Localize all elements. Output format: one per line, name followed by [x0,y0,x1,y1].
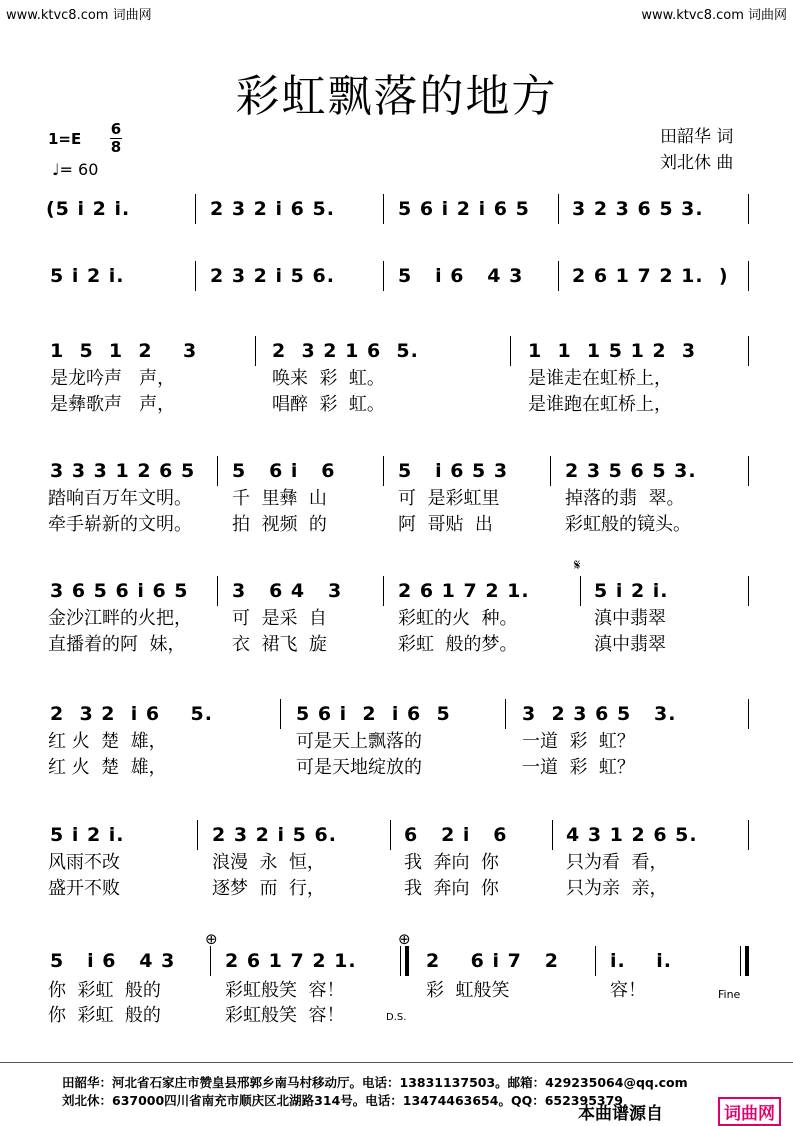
lyric-5-4b: 滇中翡翠 [594,634,666,655]
barline [510,336,511,366]
watermark-right: www.ktvc8.com 词曲网 [641,8,787,23]
measure-2-1: 5 i 2 i. [50,265,125,287]
lyric-3-3a: 是谁走在虹桥上， [528,368,672,389]
barline [383,194,384,224]
lyric-4-2a: 千 里彝 山 [232,488,327,509]
barline [210,946,211,976]
lyric-5-4a: 滇中翡翠 [594,608,666,629]
lyric-8-1b: 你 彩虹 般的 [48,1005,161,1026]
barline [748,576,749,606]
lyric-6-1a: 红 火 楚 雄， [48,731,167,752]
measure-7-4: 4 3 1 2 6 5. [566,824,698,846]
barline [383,576,384,606]
lyric-4-4a: 掉落的翡 翠。 [565,488,685,509]
watermark-left: www.ktvc8.com 词曲网 [6,8,152,23]
barline [748,336,749,366]
measure-8-3: 2 6 i 7 2 [426,950,559,972]
key-signature: 1=E [48,130,82,148]
time-numerator: 6 [110,120,122,138]
barline [217,456,218,486]
barline [383,261,384,291]
measure-1-1: (5 i 2 i. [46,198,131,220]
barline [748,261,749,291]
measure-4-3: 5 i 6 5 3 [398,460,509,482]
lyric-7-4b: 只为亲 亲， [566,878,668,899]
final-barline [740,946,749,976]
barline [280,699,281,729]
barline [217,576,218,606]
barline [195,194,196,224]
time-signature [110,120,122,155]
lyric-4-4b: 彩虹般的镜头。 [565,514,691,535]
barline [195,261,196,291]
lyric-5-3b: 彩虹 般的梦。 [398,634,518,655]
measure-5-4: 5 i 2 i. [594,580,669,602]
lyric-5-2a: 可 是采 自 [232,608,327,629]
barline [595,946,596,976]
lyric-4-3a: 可 是彩虹里 [398,488,500,509]
measure-5-3: 2 6 1 7 2 1. [398,580,530,602]
measure-8-1: 5 i 6 4 3 [50,950,176,972]
measure-1-3: 5 6 i 2 i 6 5 [398,198,530,220]
measure-1-4: 3 2 3 6 5 3. [572,198,704,220]
measure-7-3: 6 2 i 6 [404,824,508,846]
barline [748,820,749,850]
measure-2-4: 2 6 1 7 2 1. ) [572,265,729,287]
lyric-8-3a: 彩 虹般笑 [426,980,510,1001]
coda-icon: ⊕ [205,930,218,948]
lyric-8-2a: 彩虹般笑 容！ [225,980,345,1001]
barline [255,336,256,366]
measure-3-2: 2 3 2 1 6 5. [272,340,419,362]
measure-2-2: 2 3 2 i 5 6. [210,265,335,287]
barline [383,456,384,486]
barline [505,699,506,729]
barline [550,456,551,486]
measure-4-1: 3 3 3 1 2 6 5 [50,460,196,482]
lyric-3-2a: 唤来 彩 虹。 [272,368,385,389]
lyric-4-3b: 阿 哥贴 出 [398,514,493,535]
lyric-8-2b: 彩虹般笑 容！ [225,1005,345,1026]
measure-3-3: 1 1 1 5 1 2 3 [528,340,697,362]
barline [197,820,198,850]
lyric-7-4a: 只为看 看， [566,852,668,873]
lyric-5-2b: 衣 裙飞 旋 [232,634,327,655]
lyric-4-1b: 牵手崭新的文明。 [48,514,192,535]
measure-6-3: 3 2 3 6 5 3. [522,703,677,725]
lyric-3-2b: 唱醉 彩 虹。 [272,394,385,415]
lyric-4-2b: 拍 视频 的 [232,514,327,535]
lyric-6-2b: 可是天地绽放的 [296,757,422,778]
barline [390,820,391,850]
barline [580,576,581,606]
lyric-6-3b: 一道 彩 虹？ [522,757,635,778]
lyric-7-1a: 风雨不改 [48,852,120,873]
lyric-8-1a: 你 彩虹 般的 [48,980,161,1001]
composer-credit: 刘北休 曲 [660,153,734,173]
measure-7-1: 5 i 2 i. [50,824,125,846]
tempo-marking [52,160,98,179]
lyric-3-3b: 是谁跑在虹桥上， [528,394,672,415]
measure-8-4: i. i. [610,950,672,972]
barline [748,699,749,729]
lyricist-credit: 田韶华 词 [660,127,734,147]
lyric-8-4a: 容！ [610,980,646,1001]
lyric-7-3b: 我 奔向 你 [404,878,499,899]
barline [552,820,553,850]
footer-line-1: 田韶华：河北省石家庄市赞皇县邢郭乡南马村移动厅。电话：13831137503。邮箱：429235064@qq.com [62,1075,688,1090]
brand-logo[interactable]: 词曲网 [718,1097,781,1126]
measure-8-2: 2 6 1 7 2 1. [225,950,357,972]
measure-6-2: 5 6 i 2 i 6 5 [296,703,451,725]
measure-7-2: 2 3 2 i 5 6. [212,824,337,846]
lyric-5-3a: 彩虹的火 种。 [398,608,518,629]
lyric-3-1a: 是龙吟声 声， [50,368,176,389]
lyric-4-1a: 踏响百万年文明。 [48,488,192,509]
measure-4-2: 5 6 i 6 [232,460,336,482]
tempo-value: = 60 [59,160,99,179]
repeat-barline [400,946,409,976]
lyric-7-1b: 盛开不败 [48,878,120,899]
lyric-6-1b: 红 火 楚 雄， [48,757,167,778]
lyric-6-3a: 一道 彩 虹？ [522,731,635,752]
barline [558,261,559,291]
lyric-7-3a: 我 奔向 你 [404,852,499,873]
lyric-5-1a: 金沙江畔的火把， [48,608,192,629]
measure-2-3: 5 i 6 4 3 [398,265,524,287]
lyric-3-1b: 是彝歌声 声， [50,394,176,415]
measure-6-1: 2 3 2 i 6 5. [50,703,213,725]
measure-1-2: 2 3 2 i 6 5. [210,198,335,220]
ds-marking: D.S. [386,1012,407,1023]
measure-5-1: 3 6 5 6 i 6 5 [50,580,189,602]
lyric-5-1b: 直播着的阿 妹， [48,634,186,655]
measure-5-2: 3 6 4 3 [232,580,343,602]
footer-divider [0,1062,793,1063]
measure-4-4: 2 3 5 6 5 3. [565,460,697,482]
source-label: 本曲谱源自 [578,1104,663,1124]
barline [748,456,749,486]
measure-3-1: 1 5 1 2 3 [50,340,198,362]
footer-line-2: 刘北休：637000四川省南充市顺庆区北湖路314号。电话：13474463654。QQ：652395379 [62,1093,623,1108]
lyric-6-2a: 可是天上飘落的 [296,731,422,752]
coda-icon-2: ⊕ [398,930,411,948]
segno-icon: 𝄋 [574,556,581,574]
page-title: 彩虹飘落的地方 [235,71,558,122]
barline [748,194,749,224]
lyric-7-2a: 浪漫 永 恒， [212,852,325,873]
fine-marking: Fine [718,988,741,1001]
barline [558,194,559,224]
time-denominator: 8 [110,138,122,156]
quarter-note-icon: ♩ [52,160,60,179]
lyric-7-2b: 逐梦 而 行， [212,878,325,899]
